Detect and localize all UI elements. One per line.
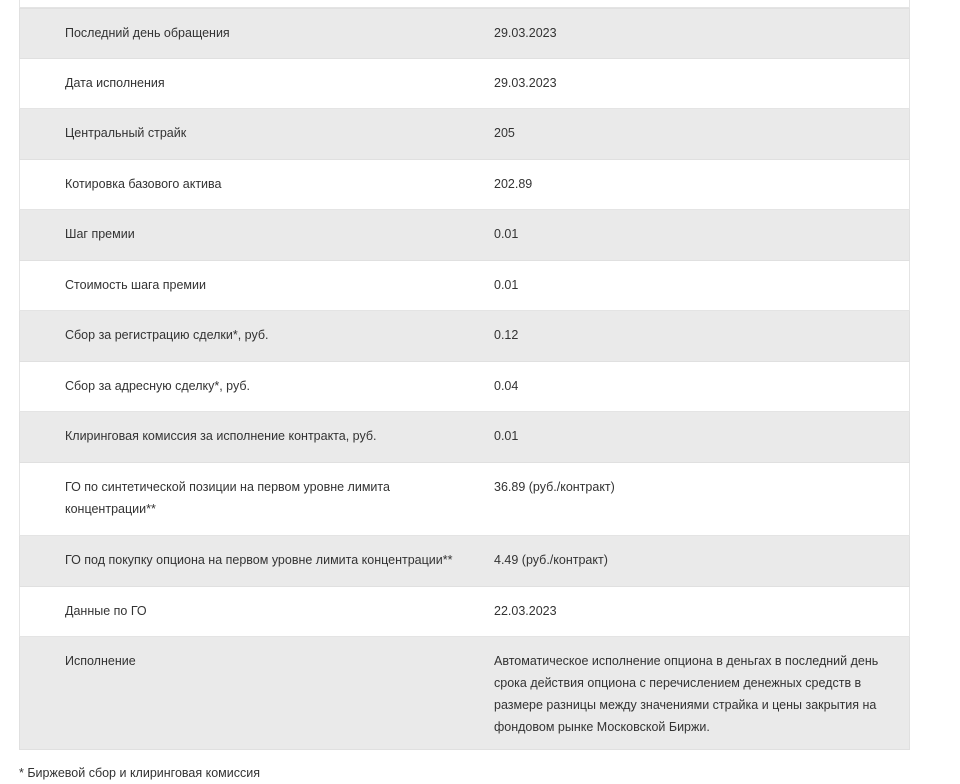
row-label: Последний день обращения [65, 26, 230, 40]
table-row-margin-data-date [19, 587, 910, 637]
row-value: 0.04 [494, 379, 519, 393]
row-value: 0.01 [494, 278, 519, 292]
row-value: 29.03.2023 [494, 76, 557, 90]
row-value: 29.03.2023 [494, 26, 557, 40]
row-label: Данные по ГО [65, 604, 147, 618]
row-value: 202.89 [494, 177, 533, 191]
table-row-premium-step-cost [19, 261, 910, 311]
row-label: Сбор за регистрацию сделки*, руб. [65, 328, 269, 342]
table-row-address-deal-fee [19, 362, 910, 412]
row-value: Автоматическое исполнение опциона в деньгах в последний день срока действия опциона с перечислением денежных средств в размере разницы между значениями страйка и цены закрытия на фондовом рынке Московской Биржи. [494, 654, 879, 734]
row-value: 205 [494, 126, 515, 140]
table-row-synthetic-margin [19, 463, 910, 536]
table-row-premium-step [19, 210, 910, 261]
row-label: Котировка базового актива [65, 177, 222, 191]
table-row-last-trading-day [19, 8, 910, 59]
row-label: Шаг премии [65, 227, 135, 241]
table-top-edge [19, 0, 910, 8]
row-value: 4.49 (руб./контракт) [494, 553, 608, 567]
row-label: Исполнение [65, 654, 136, 668]
row-label: Центральный страйк [65, 126, 187, 140]
footnote: * Биржевой сбор и клиринговая комиссия [19, 766, 260, 780]
row-label: ГО под покупку опциона на первом уровне лимита концентрации** [65, 553, 453, 567]
table-row-clearing-commission [19, 412, 910, 463]
row-label: Сбор за адресную сделку*, руб. [65, 379, 250, 393]
table-row-registration-fee [19, 311, 910, 362]
table-row-option-purchase-margin [19, 536, 910, 587]
row-label: Стоимость шага премии [65, 278, 206, 292]
row-value: 22.03.2023 [494, 604, 557, 618]
table-row-execution [19, 637, 910, 750]
table-row-central-strike [19, 109, 910, 160]
contract-specification-table [19, 0, 910, 750]
row-label: Клиринговая комиссия за исполнение контракта, руб. [65, 429, 377, 443]
row-value: 0.12 [494, 328, 519, 342]
table-row-execution-date [19, 59, 910, 109]
row-value: 0.01 [494, 429, 519, 443]
row-label: Дата исполнения [65, 76, 165, 90]
table-row-underlying-quote [19, 160, 910, 210]
row-value: 36.89 (руб./контракт) [494, 480, 615, 494]
row-label: ГО по синтетической позиции на первом уровне лимита концентрации** [65, 480, 390, 516]
row-value: 0.01 [494, 227, 519, 241]
